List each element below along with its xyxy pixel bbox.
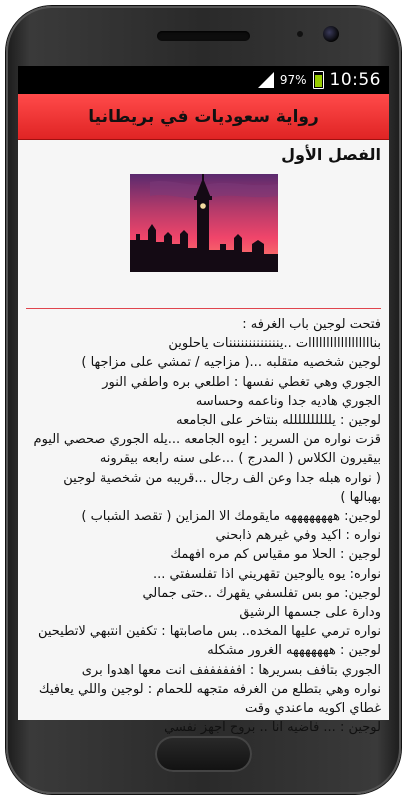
divider bbox=[26, 308, 381, 309]
status-bar bbox=[18, 66, 389, 94]
story-line: غطاي اكويه ماعندي وقت bbox=[245, 701, 381, 717]
story-line: لوجين: ههههههههه مايقومك الا المزاين ( تقصد الشباب ) bbox=[81, 509, 381, 525]
reading-content[interactable] bbox=[18, 145, 389, 737]
story-line: لوجين : يلللللللللله بنتاخر على الجامعه bbox=[176, 413, 381, 429]
chapter-title: الفصل الأول bbox=[281, 145, 381, 164]
story-line: لوجين : الحلا مو مقياس كم مره افهمك bbox=[170, 547, 381, 563]
home-button[interactable] bbox=[155, 736, 252, 772]
story-line: لوجين : ... فاضيه انا .. بروح اجهز نفسي bbox=[164, 720, 381, 736]
story-line: بهبالها ) bbox=[340, 489, 381, 505]
story-line: نواره ترمي عليها المخده.. بس ماصابتها : تكفين انتبهي لاتطيحين bbox=[37, 624, 381, 640]
screen bbox=[18, 66, 389, 736]
battery-percent: 97% bbox=[279, 73, 307, 87]
story-line: الجوري بتافف بسريرها : اففففففف انت معها اهدوا برى bbox=[81, 662, 381, 678]
story-line: ( نواره هبله جدا وعن الف رجال ...قريبه من شخصية لوجين bbox=[63, 470, 381, 486]
big-ben-image bbox=[130, 174, 278, 272]
app-bar bbox=[18, 94, 389, 140]
proximity-sensor bbox=[297, 31, 303, 37]
story-line: نواره : اكيد وفي غيرهم ذابحني bbox=[215, 528, 381, 544]
story-line: ودارة على جسمها الرشيق bbox=[239, 605, 381, 621]
story-line: لوجين شخصيه متقلبه ...( مزاجيه / تمشي على مزاجها ) bbox=[81, 355, 381, 371]
cover-image-wrap bbox=[26, 174, 381, 272]
story-line: بيقيرون الكلاس ( المدرج ) ...على سنه رابعه بيقرونه bbox=[99, 451, 381, 467]
battery-icon bbox=[313, 71, 324, 89]
signal-icon bbox=[258, 72, 274, 88]
story-text bbox=[26, 315, 381, 737]
story-line: بناااااااااااااااااات ..ينننننننننننننات ياحلوين bbox=[168, 336, 381, 352]
story-line: نواره: يوه يالوجين تقهريني اذا تفلسفتي ... bbox=[152, 566, 381, 582]
story-line: نواره وهي بتطلع من الغرفه متجهه للحمام : لوجين واللي يعافيك bbox=[38, 681, 381, 697]
app-title: رواية سعوديات في بريطانيا bbox=[88, 106, 319, 127]
story-line: فتحت لوجين باب الغرفه : bbox=[242, 317, 381, 332]
clock: 10:56 bbox=[329, 70, 381, 90]
story-line: قزت نواره من السرير : ايوه الجامعه ...يله الجوري صحصي اليوم bbox=[33, 432, 381, 448]
story-line: لوجين : هههههههه الغرور مشكله bbox=[207, 643, 381, 659]
earpiece-speaker bbox=[157, 31, 250, 41]
front-camera bbox=[323, 26, 339, 42]
story-line: لوجين: مو بس تفلسفي يقهرك ..حتى جمالي bbox=[142, 585, 381, 601]
story-line: الجوري وهي تغطي نفسها : اطلعي بره واطفي النور bbox=[102, 374, 381, 390]
story-line: الجوري هاديه جدا وناعمه وحساسه bbox=[195, 393, 381, 409]
